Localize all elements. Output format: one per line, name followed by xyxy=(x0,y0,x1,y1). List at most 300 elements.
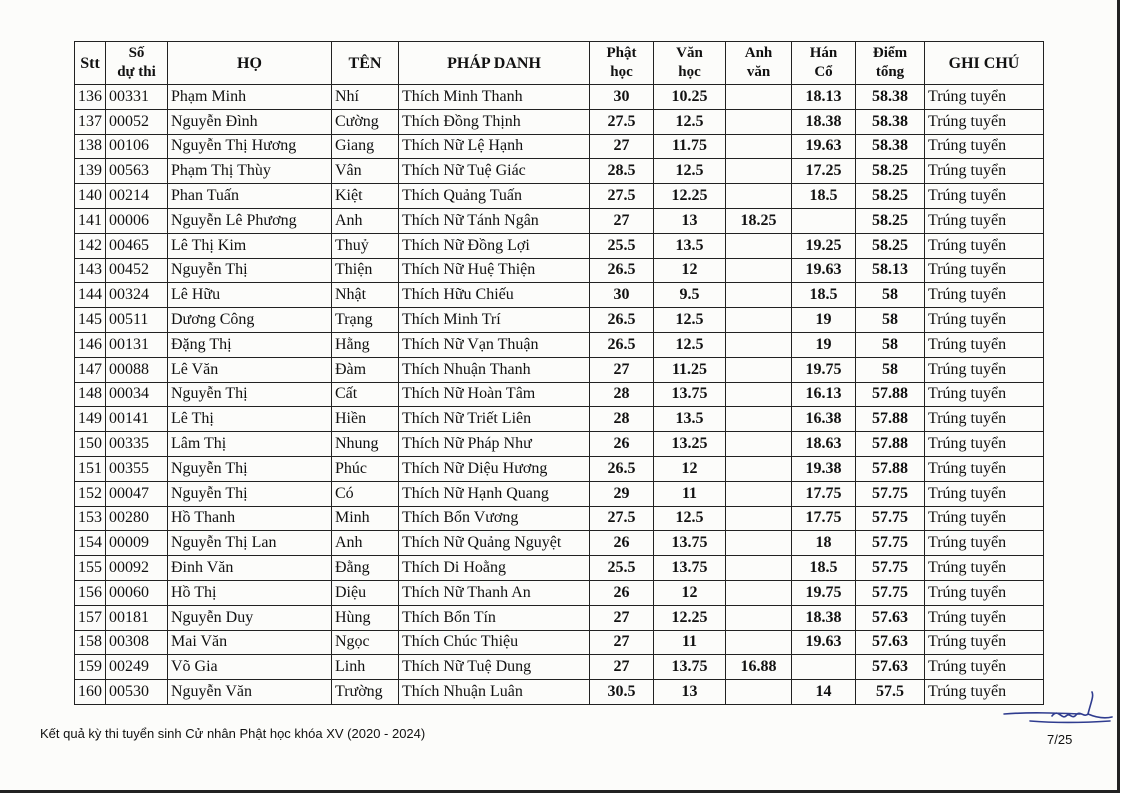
cell-phat-hoc: 26.5 xyxy=(590,332,654,357)
table-row xyxy=(75,233,1044,258)
cell-phap-danh: Thích Minh Trí xyxy=(399,308,590,333)
cell-ten: Hùng xyxy=(332,605,399,630)
cell-han-co: 19 xyxy=(792,308,856,333)
header-van-hoc-line2: học xyxy=(678,64,701,80)
cell-ten: Nhật xyxy=(332,283,399,308)
cell-phap-danh: Thích Nữ Huệ Thiện xyxy=(399,258,590,283)
cell-diem-tong: 58.13 xyxy=(856,258,925,283)
cell-anh-van xyxy=(726,159,792,184)
table-row xyxy=(75,456,1044,481)
cell-phap-danh: Thích Nữ Hoàn Tâm xyxy=(399,382,590,407)
cell-phat-hoc: 27 xyxy=(590,630,654,655)
cell-han-co: 18.38 xyxy=(792,109,856,134)
cell-ho: Lê Văn xyxy=(168,357,332,382)
cell-so-du-thi: 00092 xyxy=(106,556,168,581)
page-number: 7/25 xyxy=(1047,732,1073,747)
cell-phap-danh: Thích Nữ Triết Liên xyxy=(399,407,590,432)
cell-so-du-thi: 00331 xyxy=(106,85,168,110)
cell-diem-tong: 57.88 xyxy=(856,382,925,407)
cell-stt: 147 xyxy=(75,357,106,382)
cell-ghi-chu: Trúng tuyển xyxy=(925,109,1044,134)
cell-van-hoc: 10.25 xyxy=(654,85,726,110)
cell-ho: Nguyễn Thị Hương xyxy=(168,134,332,159)
cell-stt: 136 xyxy=(75,85,106,110)
cell-ho: Đinh Văn xyxy=(168,556,332,581)
header-van-hoc-line1: Văn xyxy=(676,45,703,61)
cell-diem-tong: 57.88 xyxy=(856,432,925,457)
cell-anh-van xyxy=(726,407,792,432)
header-so-du-thi-line1: Số xyxy=(128,45,145,61)
cell-so-du-thi: 00088 xyxy=(106,357,168,382)
cell-ghi-chu: Trúng tuyển xyxy=(925,680,1044,705)
header-phap-danh: PHÁP DANH xyxy=(399,42,590,85)
header-anh-van-line2: văn xyxy=(746,64,771,80)
cell-ten: Hiền xyxy=(332,407,399,432)
cell-stt: 149 xyxy=(75,407,106,432)
cell-van-hoc: 11.25 xyxy=(654,357,726,382)
cell-ho: Nguyễn Duy xyxy=(168,605,332,630)
cell-van-hoc: 12 xyxy=(654,258,726,283)
cell-anh-van: 18.25 xyxy=(726,208,792,233)
cell-so-du-thi: 00009 xyxy=(106,531,168,556)
cell-ten: Đằng xyxy=(332,556,399,581)
cell-ghi-chu: Trúng tuyển xyxy=(925,481,1044,506)
cell-phat-hoc: 27 xyxy=(590,357,654,382)
cell-anh-van xyxy=(726,680,792,705)
cell-phat-hoc: 26 xyxy=(590,580,654,605)
cell-ten: Đàm xyxy=(332,357,399,382)
cell-ghi-chu: Trúng tuyển xyxy=(925,85,1044,110)
table-row xyxy=(75,580,1044,605)
cell-stt: 150 xyxy=(75,432,106,457)
cell-phat-hoc: 26.5 xyxy=(590,258,654,283)
cell-stt: 160 xyxy=(75,680,106,705)
table-row xyxy=(75,208,1044,233)
cell-ten: Linh xyxy=(332,655,399,680)
table-row xyxy=(75,481,1044,506)
cell-stt: 141 xyxy=(75,208,106,233)
cell-ho: Nguyễn Thị Lan xyxy=(168,531,332,556)
cell-van-hoc: 13.75 xyxy=(654,382,726,407)
cell-diem-tong: 57.88 xyxy=(856,456,925,481)
cell-ten: Thiện xyxy=(332,258,399,283)
cell-phap-danh: Thích Nữ Thanh An xyxy=(399,580,590,605)
cell-so-du-thi: 00214 xyxy=(106,184,168,209)
cell-anh-van xyxy=(726,283,792,308)
table-row xyxy=(75,432,1044,457)
cell-han-co: 16.38 xyxy=(792,407,856,432)
cell-ho: Lê Thị Kim xyxy=(168,233,332,258)
cell-han-co: 19.25 xyxy=(792,233,856,258)
cell-stt: 137 xyxy=(75,109,106,134)
cell-ghi-chu: Trúng tuyển xyxy=(925,531,1044,556)
cell-so-du-thi: 00511 xyxy=(106,308,168,333)
cell-so-du-thi: 00324 xyxy=(106,283,168,308)
cell-anh-van xyxy=(726,556,792,581)
cell-phap-danh: Thích Hữu Chiếu xyxy=(399,283,590,308)
cell-ghi-chu: Trúng tuyển xyxy=(925,184,1044,209)
cell-anh-van xyxy=(726,357,792,382)
cell-han-co: 18 xyxy=(792,531,856,556)
header-so-du-thi xyxy=(106,42,168,85)
cell-van-hoc: 12.5 xyxy=(654,159,726,184)
cell-phat-hoc: 27 xyxy=(590,655,654,680)
cell-ho: Phạm Minh xyxy=(168,85,332,110)
cell-so-du-thi: 00141 xyxy=(106,407,168,432)
cell-phat-hoc: 25.5 xyxy=(590,556,654,581)
cell-phap-danh: Thích Nữ Tuệ Giác xyxy=(399,159,590,184)
cell-anh-van xyxy=(726,382,792,407)
cell-diem-tong: 58.25 xyxy=(856,208,925,233)
cell-van-hoc: 13.5 xyxy=(654,407,726,432)
cell-ten: Có xyxy=(332,481,399,506)
cell-han-co: 18.5 xyxy=(792,283,856,308)
table-row xyxy=(75,283,1044,308)
table-row xyxy=(75,556,1044,581)
cell-ho: Nguyễn Thị xyxy=(168,481,332,506)
cell-phap-danh: Thích Di Hoằng xyxy=(399,556,590,581)
cell-phap-danh: Thích Nữ Quảng Nguyệt xyxy=(399,531,590,556)
table-row xyxy=(75,655,1044,680)
footer-caption: Kết quả kỳ thi tuyển sinh Cử nhân Phật học khóa XV (2020 - 2024) xyxy=(40,726,426,741)
cell-phap-danh: Thích Nữ Lệ Hạnh xyxy=(399,134,590,159)
cell-ghi-chu: Trúng tuyển xyxy=(925,134,1044,159)
cell-phat-hoc: 27.5 xyxy=(590,109,654,134)
cell-ghi-chu: Trúng tuyển xyxy=(925,258,1044,283)
cell-ho: Hồ Thanh xyxy=(168,506,332,531)
cell-stt: 156 xyxy=(75,580,106,605)
signature xyxy=(1000,690,1118,735)
cell-diem-tong: 57.75 xyxy=(856,506,925,531)
cell-ghi-chu: Trúng tuyển xyxy=(925,630,1044,655)
cell-van-hoc: 12.5 xyxy=(654,308,726,333)
cell-phap-danh: Thích Nữ Tánh Ngân xyxy=(399,208,590,233)
header-van-hoc xyxy=(654,42,726,85)
cell-phat-hoc: 27.5 xyxy=(590,184,654,209)
cell-so-du-thi: 00034 xyxy=(106,382,168,407)
cell-ghi-chu: Trúng tuyển xyxy=(925,432,1044,457)
cell-so-du-thi: 00563 xyxy=(106,159,168,184)
header-diem-tong xyxy=(856,42,925,85)
cell-diem-tong: 58.38 xyxy=(856,109,925,134)
cell-so-du-thi: 00335 xyxy=(106,432,168,457)
cell-stt: 159 xyxy=(75,655,106,680)
cell-ho: Lê Hữu xyxy=(168,283,332,308)
cell-phat-hoc: 27 xyxy=(590,134,654,159)
cell-anh-van xyxy=(726,134,792,159)
cell-ghi-chu: Trúng tuyển xyxy=(925,233,1044,258)
cell-ten: Anh xyxy=(332,208,399,233)
cell-van-hoc: 13.75 xyxy=(654,556,726,581)
cell-so-du-thi: 00060 xyxy=(106,580,168,605)
cell-ten: Ngọc xyxy=(332,630,399,655)
cell-ten: Nhí xyxy=(332,85,399,110)
cell-phat-hoc: 25.5 xyxy=(590,233,654,258)
cell-ten: Trạng xyxy=(332,308,399,333)
cell-ten: Cất xyxy=(332,382,399,407)
cell-ghi-chu: Trúng tuyển xyxy=(925,357,1044,382)
cell-stt: 143 xyxy=(75,258,106,283)
cell-anh-van xyxy=(726,233,792,258)
cell-anh-van xyxy=(726,258,792,283)
cell-stt: 139 xyxy=(75,159,106,184)
cell-van-hoc: 11 xyxy=(654,630,726,655)
cell-anh-van xyxy=(726,432,792,457)
cell-han-co: 17.25 xyxy=(792,159,856,184)
cell-so-du-thi: 00530 xyxy=(106,680,168,705)
header-han-co-line2: Cổ xyxy=(814,64,833,80)
header-diem-tong-line2: tổng xyxy=(875,64,905,80)
cell-anh-van xyxy=(726,456,792,481)
cell-ho: Lê Thị xyxy=(168,407,332,432)
cell-ho: Hồ Thị xyxy=(168,580,332,605)
cell-ghi-chu: Trúng tuyển xyxy=(925,332,1044,357)
cell-ho: Nguyễn Văn xyxy=(168,680,332,705)
cell-han-co xyxy=(792,655,856,680)
cell-van-hoc: 12.25 xyxy=(654,184,726,209)
cell-ghi-chu: Trúng tuyển xyxy=(925,655,1044,680)
cell-ten: Anh xyxy=(332,531,399,556)
cell-ghi-chu: Trúng tuyển xyxy=(925,208,1044,233)
header-so-du-thi-line2: dự thi xyxy=(117,64,156,80)
cell-han-co: 18.5 xyxy=(792,184,856,209)
cell-ho: Đặng Thị xyxy=(168,332,332,357)
cell-van-hoc: 13.5 xyxy=(654,233,726,258)
cell-van-hoc: 12.5 xyxy=(654,332,726,357)
cell-stt: 142 xyxy=(75,233,106,258)
table-row xyxy=(75,134,1044,159)
cell-stt: 155 xyxy=(75,556,106,581)
table-row xyxy=(75,85,1044,110)
header-han-co-line1: Hán xyxy=(809,45,838,61)
cell-stt: 138 xyxy=(75,134,106,159)
cell-phat-hoc: 27.5 xyxy=(590,506,654,531)
table-row xyxy=(75,184,1044,209)
cell-phap-danh: Thích Nữ Hạnh Quang xyxy=(399,481,590,506)
table-row xyxy=(75,531,1044,556)
cell-han-co: 19.63 xyxy=(792,630,856,655)
cell-diem-tong: 57.88 xyxy=(856,407,925,432)
cell-phap-danh: Thích Nhuận Luân xyxy=(399,680,590,705)
header-ten: TÊN xyxy=(332,42,399,85)
header-anh-van-line1: Anh xyxy=(744,45,773,61)
cell-stt: 153 xyxy=(75,506,106,531)
cell-phap-danh: Thích Quảng Tuấn xyxy=(399,184,590,209)
cell-diem-tong: 58 xyxy=(856,283,925,308)
header-ho: HỌ xyxy=(168,42,332,85)
header-phat-hoc-line2: học xyxy=(610,64,633,80)
cell-ho: Dương Công xyxy=(168,308,332,333)
cell-diem-tong: 57.63 xyxy=(856,655,925,680)
cell-van-hoc: 12.5 xyxy=(654,109,726,134)
cell-ghi-chu: Trúng tuyển xyxy=(925,159,1044,184)
cell-ho: Lâm Thị xyxy=(168,432,332,457)
cell-diem-tong: 57.5 xyxy=(856,680,925,705)
cell-phap-danh: Thích Nữ Tuệ Dung xyxy=(399,655,590,680)
cell-stt: 140 xyxy=(75,184,106,209)
cell-van-hoc: 11.75 xyxy=(654,134,726,159)
cell-diem-tong: 57.63 xyxy=(856,605,925,630)
cell-stt: 154 xyxy=(75,531,106,556)
cell-van-hoc: 9.5 xyxy=(654,283,726,308)
cell-van-hoc: 12 xyxy=(654,580,726,605)
cell-anh-van xyxy=(726,531,792,556)
cell-han-co: 18.38 xyxy=(792,605,856,630)
cell-ho: Phạm Thị Thùy xyxy=(168,159,332,184)
cell-ghi-chu: Trúng tuyển xyxy=(925,382,1044,407)
table-row xyxy=(75,605,1044,630)
cell-ghi-chu: Trúng tuyển xyxy=(925,308,1044,333)
cell-so-du-thi: 00249 xyxy=(106,655,168,680)
table-row xyxy=(75,357,1044,382)
cell-anh-van xyxy=(726,332,792,357)
cell-han-co: 17.75 xyxy=(792,481,856,506)
cell-han-co: 14 xyxy=(792,680,856,705)
table-row xyxy=(75,308,1044,333)
cell-phap-danh: Thích Nhuận Thanh xyxy=(399,357,590,382)
header-phat-hoc-line1: Phật xyxy=(606,45,637,61)
cell-phat-hoc: 30 xyxy=(590,85,654,110)
cell-anh-van xyxy=(726,630,792,655)
cell-stt: 151 xyxy=(75,456,106,481)
header-diem-tong-line1: Điểm xyxy=(872,45,908,61)
cell-ten: Giang xyxy=(332,134,399,159)
cell-stt: 148 xyxy=(75,382,106,407)
cell-diem-tong: 57.75 xyxy=(856,481,925,506)
cell-stt: 146 xyxy=(75,332,106,357)
cell-phat-hoc: 26.5 xyxy=(590,456,654,481)
cell-phat-hoc: 30 xyxy=(590,283,654,308)
cell-so-du-thi: 00181 xyxy=(106,605,168,630)
cell-van-hoc: 13 xyxy=(654,680,726,705)
cell-diem-tong: 58.25 xyxy=(856,159,925,184)
cell-diem-tong: 57.63 xyxy=(856,630,925,655)
cell-diem-tong: 57.75 xyxy=(856,580,925,605)
cell-phat-hoc: 29 xyxy=(590,481,654,506)
cell-ho: Phan Tuấn xyxy=(168,184,332,209)
cell-phat-hoc: 28.5 xyxy=(590,159,654,184)
header-ghi-chu: GHI CHÚ xyxy=(925,42,1044,85)
table-row xyxy=(75,407,1044,432)
cell-so-du-thi: 00280 xyxy=(106,506,168,531)
table-row xyxy=(75,680,1044,705)
cell-han-co: 19.63 xyxy=(792,258,856,283)
cell-phat-hoc: 28 xyxy=(590,382,654,407)
cell-ho: Võ Gia xyxy=(168,655,332,680)
cell-han-co: 17.75 xyxy=(792,506,856,531)
cell-stt: 145 xyxy=(75,308,106,333)
header-phat-hoc xyxy=(590,42,654,85)
cell-han-co: 19.38 xyxy=(792,456,856,481)
cell-anh-van xyxy=(726,580,792,605)
cell-ten: Nhung xyxy=(332,432,399,457)
table-row xyxy=(75,332,1044,357)
cell-stt: 158 xyxy=(75,630,106,655)
cell-anh-van xyxy=(726,605,792,630)
table-row xyxy=(75,109,1044,134)
cell-diem-tong: 58 xyxy=(856,357,925,382)
cell-ten: Cường xyxy=(332,109,399,134)
cell-ten: Minh xyxy=(332,506,399,531)
cell-so-du-thi: 00355 xyxy=(106,456,168,481)
cell-ten: Thuỷ xyxy=(332,233,399,258)
cell-so-du-thi: 00452 xyxy=(106,258,168,283)
cell-han-co: 19 xyxy=(792,332,856,357)
cell-han-co: 16.13 xyxy=(792,382,856,407)
header-han-co xyxy=(792,42,856,85)
cell-phat-hoc: 30.5 xyxy=(590,680,654,705)
cell-ten: Hằng xyxy=(332,332,399,357)
cell-van-hoc: 12.25 xyxy=(654,605,726,630)
cell-anh-van xyxy=(726,85,792,110)
cell-han-co: 18.63 xyxy=(792,432,856,457)
cell-phap-danh: Thích Minh Thanh xyxy=(399,85,590,110)
cell-diem-tong: 58 xyxy=(856,332,925,357)
cell-diem-tong: 58.25 xyxy=(856,233,925,258)
cell-ho: Mai Văn xyxy=(168,630,332,655)
table-row xyxy=(75,258,1044,283)
cell-van-hoc: 13.75 xyxy=(654,531,726,556)
cell-ho: Nguyễn Đình xyxy=(168,109,332,134)
cell-diem-tong: 58 xyxy=(856,308,925,333)
cell-ten: Kiệt xyxy=(332,184,399,209)
cell-diem-tong: 58.38 xyxy=(856,85,925,110)
cell-phap-danh: Thích Chúc Thiệu xyxy=(399,630,590,655)
cell-phat-hoc: 26 xyxy=(590,531,654,556)
cell-diem-tong: 57.75 xyxy=(856,556,925,581)
cell-so-du-thi: 00052 xyxy=(106,109,168,134)
cell-ho: Nguyễn Thị xyxy=(168,382,332,407)
cell-phap-danh: Thích Nữ Diệu Hương xyxy=(399,456,590,481)
cell-van-hoc: 12 xyxy=(654,456,726,481)
cell-phap-danh: Thích Bổn Vương xyxy=(399,506,590,531)
header-row xyxy=(75,42,1044,85)
cell-stt: 152 xyxy=(75,481,106,506)
header-anh-van xyxy=(726,42,792,85)
cell-ten: Phúc xyxy=(332,456,399,481)
results-table xyxy=(74,41,1044,705)
results-table-body xyxy=(75,85,1044,705)
cell-ten: Trường xyxy=(332,680,399,705)
cell-van-hoc: 11 xyxy=(654,481,726,506)
table-row xyxy=(75,630,1044,655)
cell-so-du-thi: 00006 xyxy=(106,208,168,233)
cell-han-co: 19.75 xyxy=(792,580,856,605)
cell-phap-danh: Thích Đồng Thịnh xyxy=(399,109,590,134)
header-stt: Stt xyxy=(75,42,106,85)
cell-anh-van xyxy=(726,481,792,506)
cell-han-co: 19.63 xyxy=(792,134,856,159)
cell-so-du-thi: 00106 xyxy=(106,134,168,159)
cell-phat-hoc: 28 xyxy=(590,407,654,432)
cell-anh-van: 16.88 xyxy=(726,655,792,680)
cell-van-hoc: 12.5 xyxy=(654,506,726,531)
cell-ghi-chu: Trúng tuyển xyxy=(925,456,1044,481)
cell-so-du-thi: 00131 xyxy=(106,332,168,357)
cell-phat-hoc: 27 xyxy=(590,208,654,233)
cell-stt: 157 xyxy=(75,605,106,630)
cell-stt: 144 xyxy=(75,283,106,308)
cell-anh-van xyxy=(726,308,792,333)
cell-anh-van xyxy=(726,109,792,134)
cell-ghi-chu: Trúng tuyển xyxy=(925,506,1044,531)
cell-phat-hoc: 27 xyxy=(590,605,654,630)
cell-diem-tong: 58.25 xyxy=(856,184,925,209)
cell-han-co: 18.13 xyxy=(792,85,856,110)
cell-ghi-chu: Trúng tuyển xyxy=(925,605,1044,630)
cell-van-hoc: 13.25 xyxy=(654,432,726,457)
cell-phap-danh: Thích Nữ Pháp Như xyxy=(399,432,590,457)
